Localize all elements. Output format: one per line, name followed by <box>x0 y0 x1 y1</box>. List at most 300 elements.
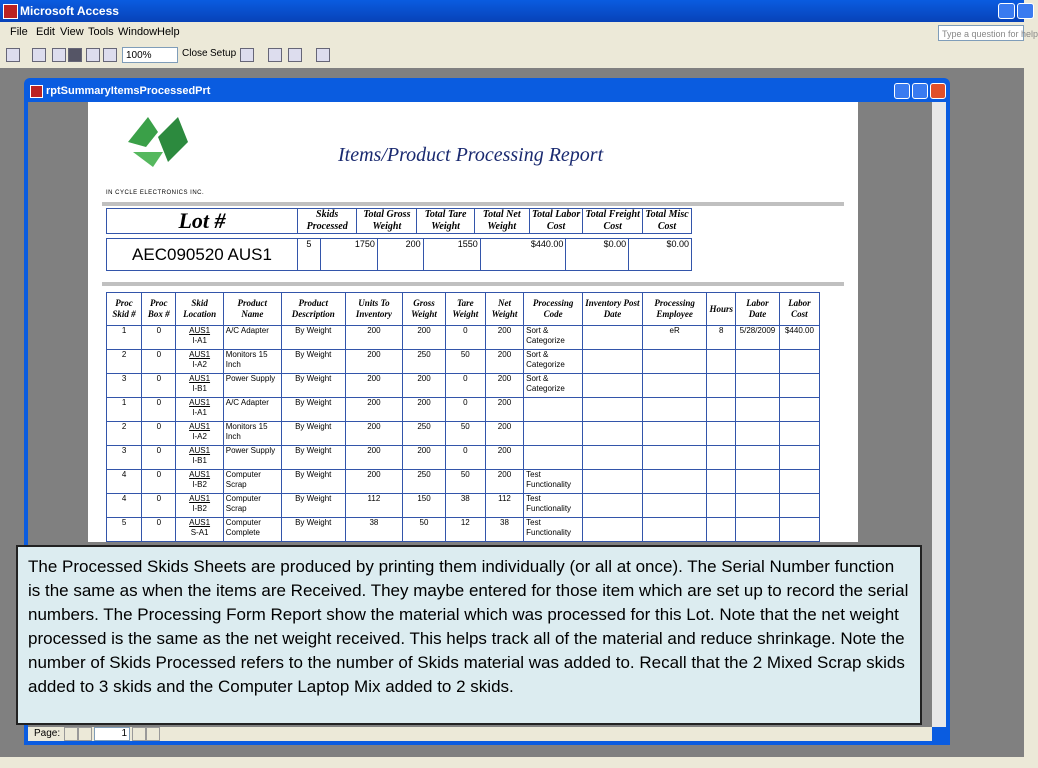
table-cell <box>445 398 485 422</box>
cell-text: 50 <box>460 422 470 431</box>
cell-text: 200 <box>367 422 381 431</box>
col-tare-weight: Tare Weight <box>445 293 485 326</box>
table-cell <box>281 398 345 422</box>
col-total-freight-cost: Total Freight Cost <box>583 209 643 234</box>
company-name: IN CYCLE ELECTRONICS INC. <box>106 190 205 196</box>
table-cell <box>485 326 523 350</box>
cell-text: 200 <box>417 374 431 383</box>
cell-text: 8 <box>719 326 724 335</box>
lot-values-table <box>106 238 692 271</box>
word-icon[interactable] <box>240 48 254 62</box>
cell-text: I-A1 <box>192 336 207 345</box>
table-cell <box>107 470 142 494</box>
report-window-title: rptSummaryItemsProcessedPrt <box>46 85 211 97</box>
table-cell <box>345 326 403 350</box>
setup-button[interactable]: Setup <box>210 48 237 59</box>
table-cell <box>485 518 523 542</box>
table-row <box>107 518 820 542</box>
col-proc-skid: Proc Skid # <box>107 293 142 326</box>
lot-summary-table <box>106 208 692 234</box>
table-cell <box>176 518 223 542</box>
menu-view[interactable]: View <box>60 26 84 38</box>
cell-text: 2 <box>121 350 127 359</box>
cell-text: By Weight <box>295 326 332 335</box>
table-cell <box>223 470 281 494</box>
child-minimize-button[interactable] <box>894 83 910 99</box>
cell-text: Monitors 15 Inch <box>225 422 268 441</box>
table-cell <box>707 422 736 446</box>
table-cell <box>583 518 643 542</box>
next-page-button[interactable] <box>132 727 146 741</box>
table-row <box>107 350 820 374</box>
table-cell <box>445 494 485 518</box>
cell-text: 2 <box>121 422 127 431</box>
table-cell <box>176 374 223 398</box>
table-cell <box>403 350 446 374</box>
page-number-input[interactable]: 1 <box>94 727 130 741</box>
table-cell <box>142 398 176 422</box>
cell-text: 200 <box>367 398 381 407</box>
cell-text: 200 <box>497 446 512 455</box>
cell-text: 0 <box>156 350 162 359</box>
table-cell <box>345 374 403 398</box>
cell-text: 0 <box>463 446 468 455</box>
cell-text: I-A2 <box>192 432 207 441</box>
table-cell <box>176 446 223 470</box>
cell-text: 200 <box>497 422 512 431</box>
table-cell <box>736 398 780 422</box>
table-cell <box>281 422 345 446</box>
table-cell <box>445 326 485 350</box>
cell-text: 200 <box>497 350 512 359</box>
table-cell <box>107 518 142 542</box>
table-cell <box>583 374 643 398</box>
cell-text: Computer Scrap <box>225 494 261 513</box>
cell-text: 200 <box>367 326 381 335</box>
table-cell <box>403 398 446 422</box>
cell-text: I-B2 <box>192 504 207 513</box>
cell-text: A/C Adapter <box>225 398 269 407</box>
cell-text: 200 <box>367 350 381 359</box>
view-icon[interactable] <box>6 48 20 62</box>
col-proc-box: Proc Box # <box>142 293 176 326</box>
cell-text: 200 <box>417 446 431 455</box>
col-total-net-weight: Total Net Weight <box>474 209 529 234</box>
print-preview-toolbar <box>0 42 1024 69</box>
company-logo <box>118 112 198 172</box>
table-cell <box>445 350 485 374</box>
table-cell <box>345 398 403 422</box>
cell-text: S-A1 <box>190 528 209 537</box>
cell-text: By Weight <box>295 470 332 479</box>
table-cell <box>485 446 523 470</box>
cell-text: AUS1 <box>189 518 211 527</box>
table-cell <box>107 446 142 470</box>
app-titlebar <box>0 0 1024 22</box>
cell-text: AUS1 <box>189 326 211 335</box>
cell-text: 250 <box>417 350 431 359</box>
table-cell <box>707 518 736 542</box>
col-net-weight: Net Weight <box>485 293 523 326</box>
table-cell <box>345 446 403 470</box>
menubar <box>0 22 1038 42</box>
table-cell <box>281 494 345 518</box>
table-cell <box>779 494 819 518</box>
cell-text: 50 <box>419 518 429 527</box>
cell-text: A/C Adapter <box>225 326 269 335</box>
cell-text: 1 <box>121 398 127 407</box>
report-icon <box>30 85 43 98</box>
child-maximize-button[interactable] <box>912 83 928 99</box>
table-cell <box>779 326 819 350</box>
table-cell <box>142 374 176 398</box>
table-cell <box>445 470 485 494</box>
table-cell <box>403 446 446 470</box>
close-button[interactable]: Close <box>182 48 208 59</box>
table-cell <box>107 398 142 422</box>
table-cell <box>485 350 523 374</box>
cell-text: Power Supply <box>225 446 276 455</box>
col-product-name: Product Name <box>223 293 281 326</box>
cell-text: 200 <box>367 470 381 479</box>
table-cell <box>176 422 223 446</box>
cell-text: 200 <box>497 326 512 335</box>
table-cell <box>445 518 485 542</box>
cell-text: 150 <box>417 494 431 503</box>
table-row <box>107 326 820 350</box>
table-cell <box>707 398 736 422</box>
cell-text: By Weight <box>295 398 332 407</box>
col-total-tare-weight: Total Tare Weight <box>417 209 474 234</box>
cell-text: I-A1 <box>192 408 207 417</box>
table-cell <box>642 398 707 422</box>
menu-window[interactable]: Window <box>118 26 158 38</box>
menu-help[interactable]: Help <box>157 26 180 38</box>
menu-edit[interactable]: Edit <box>36 26 55 38</box>
cell-text: Computer Complete <box>225 518 261 537</box>
two-pages-icon[interactable] <box>86 48 100 62</box>
cell-text: 0 <box>156 494 162 503</box>
cell-text: Sort & Categorize <box>526 326 565 345</box>
cell-text: AUS1 <box>189 446 211 455</box>
table-cell <box>485 494 523 518</box>
col-processing-code: Processing Code <box>524 293 583 326</box>
table-cell <box>707 374 736 398</box>
table-cell <box>642 350 707 374</box>
table-cell <box>403 494 446 518</box>
table-cell <box>485 470 523 494</box>
table-cell <box>736 326 780 350</box>
table-cell <box>583 350 643 374</box>
page-label: Page: <box>34 728 61 739</box>
cell-text: AUS1 <box>189 494 211 503</box>
table-cell <box>281 470 345 494</box>
cell-text: 0 <box>156 326 162 335</box>
app-title: Microsoft Access <box>20 4 119 18</box>
table-cell <box>707 350 736 374</box>
table-cell <box>485 422 523 446</box>
table-cell <box>736 494 780 518</box>
table-cell <box>142 446 176 470</box>
table-cell <box>176 470 223 494</box>
print-icon[interactable] <box>32 48 46 62</box>
col-total-misc-cost: Total Misc Cost <box>643 209 692 234</box>
table-cell <box>176 494 223 518</box>
cell-text: 12 <box>460 518 470 527</box>
cell-text: 0 <box>156 422 162 431</box>
total-tare-weight-value: 200 <box>377 239 423 271</box>
table-cell <box>524 374 583 398</box>
report-title: Items/Product Processing Report <box>338 144 604 166</box>
table-cell <box>707 470 736 494</box>
table-cell <box>281 326 345 350</box>
cell-text: Test Functionality <box>526 518 572 537</box>
table-cell <box>403 470 446 494</box>
cell-text: 50 <box>460 350 470 359</box>
col-total-labor-cost: Total Labor Cost <box>529 209 583 234</box>
table-cell <box>779 518 819 542</box>
last-page-button[interactable] <box>146 727 160 741</box>
cell-text: 112 <box>498 494 511 503</box>
table-cell <box>281 446 345 470</box>
table-cell <box>524 350 583 374</box>
table-cell <box>736 518 780 542</box>
cell-text: 200 <box>417 398 431 407</box>
cell-text: Power Supply <box>225 374 276 383</box>
table-cell <box>642 494 707 518</box>
cell-text: 0 <box>156 470 162 479</box>
cell-text: 0 <box>156 398 162 407</box>
cell-text: 200 <box>497 374 512 383</box>
col-units-to-inventory: Units To Inventory <box>345 293 403 326</box>
menu-file[interactable]: File <box>10 26 28 38</box>
table-cell <box>403 518 446 542</box>
zoom-icon[interactable] <box>52 48 66 62</box>
cell-text: 0 <box>156 446 162 455</box>
cell-text: AUS1 <box>189 350 211 359</box>
table-cell <box>345 350 403 374</box>
cell-text: 200 <box>367 374 381 383</box>
cell-text: AUS1 <box>189 470 211 479</box>
access-icon <box>3 4 18 19</box>
table-cell <box>642 470 707 494</box>
table-cell <box>485 374 523 398</box>
table-cell <box>107 422 142 446</box>
table-cell <box>345 422 403 446</box>
table-cell <box>583 398 643 422</box>
cell-text: By Weight <box>295 494 332 503</box>
table-cell <box>583 494 643 518</box>
col-hours: Hours <box>707 293 736 326</box>
cell-text: 38 <box>369 518 379 527</box>
col-inventory-post-date: Inventory Post Date <box>583 293 643 326</box>
table-cell <box>736 422 780 446</box>
explanation-callout: The Processed Skids Sheets are produced by printing them individually (or all at once). The Serial Number function is the same as when the items are Received. They maybe entered for those item which are set up to record the serial numbers. The Processing Form Report show the material which was processed for this Lot. Note that the net weight processed is the same as the net weight received. This helps track all of the material and reduce shrinkage. Note the number of Skids Processed refers to the number of Skids material was added to. Recall that the 2 Mixed Scrap skids added to 3 skids and the Computer Laptop Mix added to 2 skids. <box>16 545 922 725</box>
table-cell <box>779 422 819 446</box>
table-cell <box>223 422 281 446</box>
ask-question-input[interactable]: Type a question for help <box>938 25 1024 41</box>
cell-text: Monitors 15 Inch <box>225 350 268 369</box>
new-object-icon[interactable] <box>288 48 302 62</box>
table-cell <box>707 494 736 518</box>
vertical-scrollbar[interactable] <box>932 102 946 727</box>
cell-text: Test Functionality <box>526 470 572 489</box>
total-misc-cost-value: $0.00 <box>629 239 692 271</box>
table-cell <box>403 326 446 350</box>
cell-text: 112 <box>367 494 381 503</box>
table-cell <box>583 446 643 470</box>
cell-text: 200 <box>417 326 431 335</box>
col-skids-processed: Skids Processed <box>298 209 357 234</box>
table-cell <box>736 470 780 494</box>
table-cell <box>642 374 707 398</box>
table-cell <box>524 518 583 542</box>
cell-text: 200 <box>497 398 512 407</box>
table-cell <box>779 446 819 470</box>
minimize-button[interactable] <box>998 3 1015 19</box>
table-cell <box>223 350 281 374</box>
cell-text: 38 <box>500 518 509 527</box>
table-cell <box>642 326 707 350</box>
skids-processed-value: 5 <box>298 239 321 271</box>
table-cell <box>485 398 523 422</box>
table-cell <box>779 398 819 422</box>
cell-text: 50 <box>460 470 470 479</box>
cell-text: 0 <box>463 326 468 335</box>
col-labor-date: Labor Date <box>736 293 780 326</box>
database-window-icon[interactable] <box>268 48 282 62</box>
table-cell <box>524 446 583 470</box>
table-cell <box>642 422 707 446</box>
cell-text: 200 <box>497 470 512 479</box>
cell-text: Sort & Categorize <box>526 350 565 369</box>
cell-text: 0 <box>156 518 162 527</box>
table-cell <box>736 350 780 374</box>
first-page-button[interactable] <box>64 727 78 741</box>
menu-tools[interactable]: Tools <box>88 26 114 38</box>
table-cell <box>107 374 142 398</box>
table-cell <box>107 326 142 350</box>
cell-text: 4 <box>121 494 127 503</box>
table-row <box>107 470 820 494</box>
table-cell <box>403 422 446 446</box>
cell-text: By Weight <box>295 422 332 431</box>
cell-text: I-B1 <box>192 456 207 465</box>
col-processing-employee: Processing Employee <box>642 293 707 326</box>
help-icon[interactable] <box>316 48 330 62</box>
table-cell <box>223 374 281 398</box>
col-labor-cost: Labor Cost <box>779 293 819 326</box>
table-cell <box>445 422 485 446</box>
table-row <box>107 374 820 398</box>
table-cell <box>524 494 583 518</box>
cell-text: 3 <box>121 446 127 455</box>
cell-text: Computer Scrap <box>225 470 261 489</box>
table-cell <box>524 326 583 350</box>
table-cell <box>779 374 819 398</box>
col-product-description: Product Description <box>281 293 345 326</box>
cell-text: 3 <box>121 374 127 383</box>
table-row <box>107 446 820 470</box>
table-cell <box>107 350 142 374</box>
child-close-button[interactable] <box>930 83 946 99</box>
prev-page-button[interactable] <box>78 727 92 741</box>
table-cell <box>707 446 736 470</box>
cell-text: By Weight <box>295 518 332 527</box>
table-cell <box>223 446 281 470</box>
table-cell <box>524 422 583 446</box>
table-cell <box>583 326 643 350</box>
table-cell <box>345 494 403 518</box>
cell-text: 250 <box>417 470 431 479</box>
col-total-gross-weight: Total Gross Weight <box>357 209 417 234</box>
table-row <box>107 494 820 518</box>
cell-text: 0 <box>463 398 468 407</box>
cell-text: 38 <box>460 494 470 503</box>
table-row <box>107 398 820 422</box>
table-cell <box>281 350 345 374</box>
divider <box>102 202 844 206</box>
one-page-icon[interactable] <box>68 48 82 62</box>
total-gross-weight-value: 1750 <box>320 239 377 271</box>
table-cell <box>445 446 485 470</box>
cell-text: Sort & Categorize <box>526 374 565 393</box>
cell-text: 0 <box>156 374 162 383</box>
cell-text: AUS1 <box>189 398 211 407</box>
table-cell <box>403 374 446 398</box>
table-cell <box>223 326 281 350</box>
col-skid-location: Skid Location <box>176 293 223 326</box>
table-cell <box>779 350 819 374</box>
cell-text: 250 <box>417 422 431 431</box>
table-cell <box>281 374 345 398</box>
maximize-button[interactable] <box>1017 3 1034 19</box>
table-cell <box>142 326 176 350</box>
cell-text: I-B2 <box>192 480 207 489</box>
cell-text: By Weight <box>295 350 332 359</box>
cell-text: By Weight <box>295 446 332 455</box>
lot-header: Lot # <box>107 209 298 234</box>
col-gross-weight: Gross Weight <box>403 293 446 326</box>
status-bar <box>0 757 1024 768</box>
table-cell <box>142 422 176 446</box>
table-cell <box>176 350 223 374</box>
multiple-pages-icon[interactable] <box>103 48 117 62</box>
table-cell <box>223 518 281 542</box>
table-cell <box>142 518 176 542</box>
table-cell <box>583 470 643 494</box>
detail-rows <box>107 326 820 542</box>
total-labor-cost-value: $440.00 <box>480 239 566 271</box>
table-cell <box>583 422 643 446</box>
page-navigation-bar <box>28 727 932 741</box>
zoom-select[interactable]: 100% <box>122 47 178 63</box>
cell-text: eR <box>669 326 680 335</box>
cell-text: AUS1 <box>189 422 211 431</box>
table-cell <box>223 398 281 422</box>
table-cell <box>345 470 403 494</box>
table-cell <box>524 470 583 494</box>
table-cell <box>642 446 707 470</box>
table-cell <box>736 446 780 470</box>
table-cell <box>736 374 780 398</box>
cell-text: 5/28/2009 <box>739 326 776 335</box>
table-cell <box>524 398 583 422</box>
cell-text: I-B1 <box>192 384 207 393</box>
table-cell <box>779 470 819 494</box>
table-cell <box>142 470 176 494</box>
cell-text: 1 <box>121 326 127 335</box>
